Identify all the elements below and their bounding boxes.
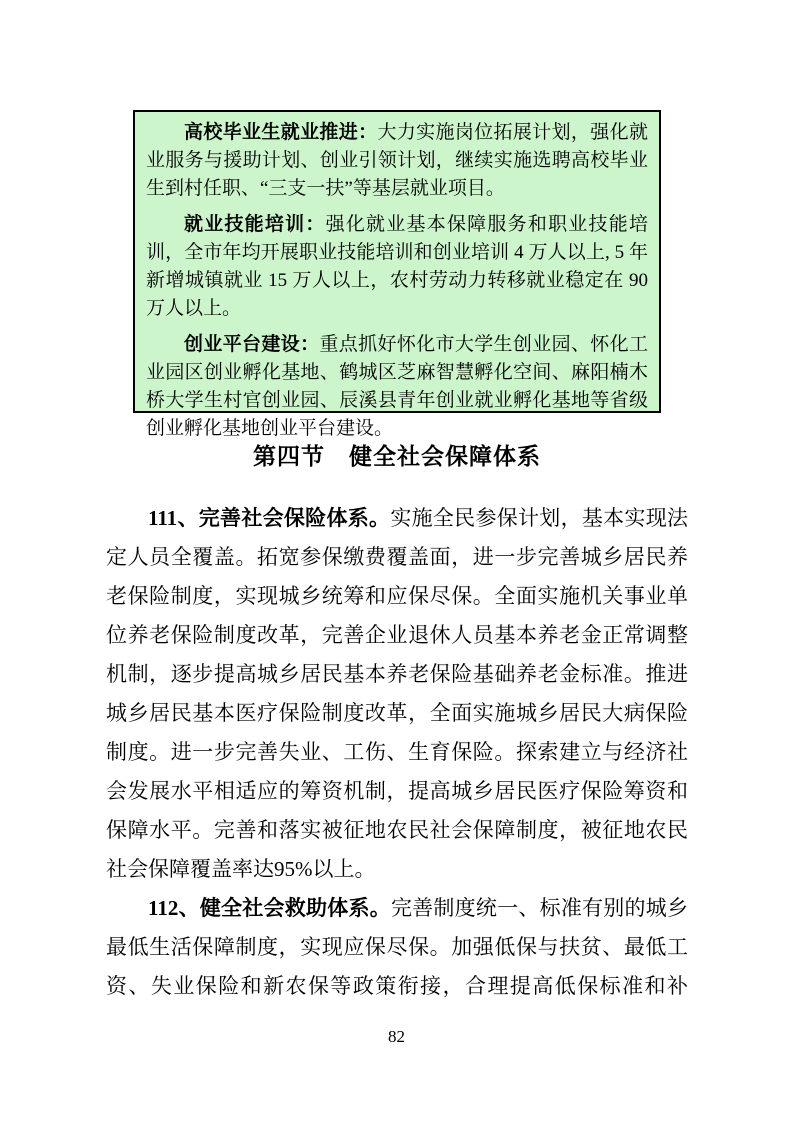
- box-paragraph-body: 强化就业基本保障服务和职业技能培训，全市年均开展职业技能培训和创业培训 4 万人以上, 5 年新增城镇就业 15 万人以上，农村劳动力转移就业稳定在 90 万人以上。: [146, 214, 648, 319]
- box-paragraph-lead: 高校毕业生就业推进：: [184, 122, 378, 143]
- paragraph-111: [106, 499, 688, 889]
- paragraph-lead: 111、完善社会保险体系。: [148, 506, 391, 530]
- highlight-box: [133, 110, 661, 439]
- box-paragraph-lead: 创业平台建设：: [184, 334, 320, 355]
- page-number: 82: [388, 1027, 405, 1046]
- main-text-column: [106, 441, 688, 1006]
- paragraph-lead: 112、健全社会救助体系。: [148, 896, 391, 920]
- paragraph-body: 完善制度统一、标准有别的城乡最低生活保障制度，实现应保尽保。加强低保与扶贫、最低工资、失业保险和新农保等政策衔接，合理提高低保标准和补: [106, 896, 689, 998]
- box-paragraph-skills-training: [146, 211, 648, 323]
- box-paragraph-body: 大力实施岗位拓展计划，强化就业服务与援助计划、创业引领计划，继续实施选聘高校毕业生到村任职、“三支一扶”等基层就业项目。: [146, 122, 648, 199]
- paragraph-body: 实施全民参保计划，基本实现法定人员全覆盖。拓宽参保缴费覆盖面，进一步完善城乡居民养老保险制度，实现城乡统筹和应保尽保。全面实施机关事业单位养老保险制度改革，完善企业退休人员基本养老金正常调整机制，逐步提高城乡居民基本养老保险基础养老金标准。推进城乡居民基本医疗保险制度改革，全面实施城乡居民大病保险制度。进一步完善失业、工伤、生育保险。探索建立与经济社会发展水平相适应的筹资机制，提高城乡居民医疗保险筹资和保障水平。完善和落实被征地农民社会保障制度，被征地农民社会保障覆盖率达95%以上。: [106, 506, 689, 881]
- paragraph-112: [106, 889, 688, 1006]
- box-paragraph-body: 重点抓好怀化市大学生创业园、怀化工业园区创业孵化基地、鹤城区芝麻智慧孵化空间、麻阳楠木桥大学生村官创业园、辰溪县青年创业就业孵化基地等省级创业孵化基地创业平台建设。: [146, 334, 648, 439]
- box-paragraph-startup-platform: [146, 331, 648, 443]
- box-paragraph-employment-promotion: [146, 119, 648, 203]
- box-paragraph-lead: 就业技能培训：: [184, 214, 326, 235]
- section-title: 第四节 健全社会保障体系: [253, 444, 541, 469]
